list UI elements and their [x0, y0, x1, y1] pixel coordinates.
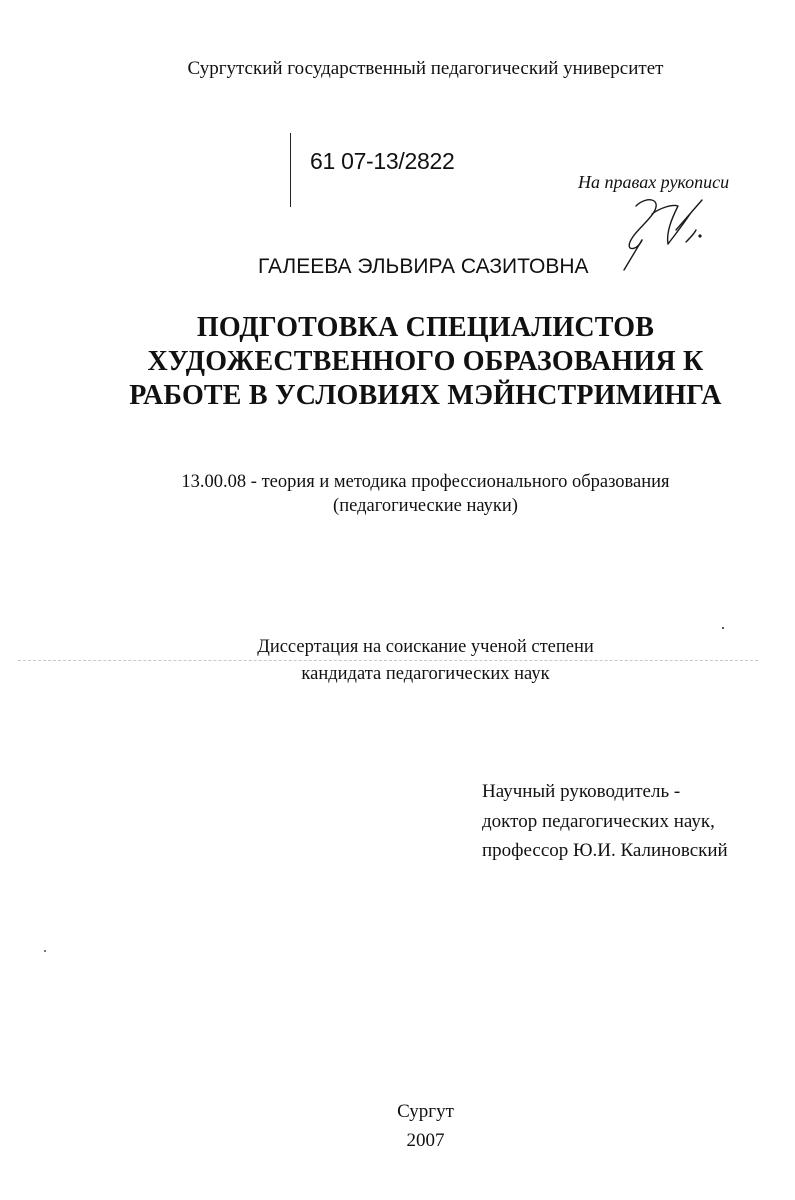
scan-speck	[722, 627, 724, 629]
university-name: Сургутский государственный педагогический университет	[187, 58, 664, 79]
advisor-label: Научный руководитель -	[482, 781, 681, 802]
author-name: ГАЛЕЕВА ЭЛЬВИРА САЗИТОВНА	[258, 255, 589, 278]
degree-statement: Диссертация на соискание ученой степени	[257, 637, 594, 657]
year: 2007	[406, 1130, 445, 1151]
handwritten-signature	[612, 192, 708, 279]
specialty-code: 13.00.08 - теория и методика профессионального образования	[181, 472, 670, 492]
advisor-degree: доктор педагогических наук,	[482, 811, 715, 832]
dissertation-title-line: РАБОТЕ В УСЛОВИЯХ МЭЙНСТРИМИНГА	[129, 380, 722, 411]
specialty-field: (педагогические науки)	[333, 496, 518, 516]
scan-line-artifact	[18, 660, 758, 662]
dissertation-title-line: ХУДОЖЕСТВЕННОГО ОБРАЗОВАНИЯ К	[147, 346, 704, 377]
stamp-divider	[290, 133, 291, 207]
dissertation-title-line: ПОДГОТОВКА СПЕЦИАЛИСТОВ	[196, 312, 655, 343]
advisor-name: профессор Ю.И. Калиновский	[482, 840, 728, 861]
archive-code: 61 07-13/2822	[310, 148, 455, 174]
city: Сургут	[397, 1101, 454, 1122]
degree-name: кандидата педагогических наук	[301, 664, 550, 684]
scan-speck	[44, 950, 46, 952]
manuscript-note: На правах рукописи	[578, 172, 730, 192]
